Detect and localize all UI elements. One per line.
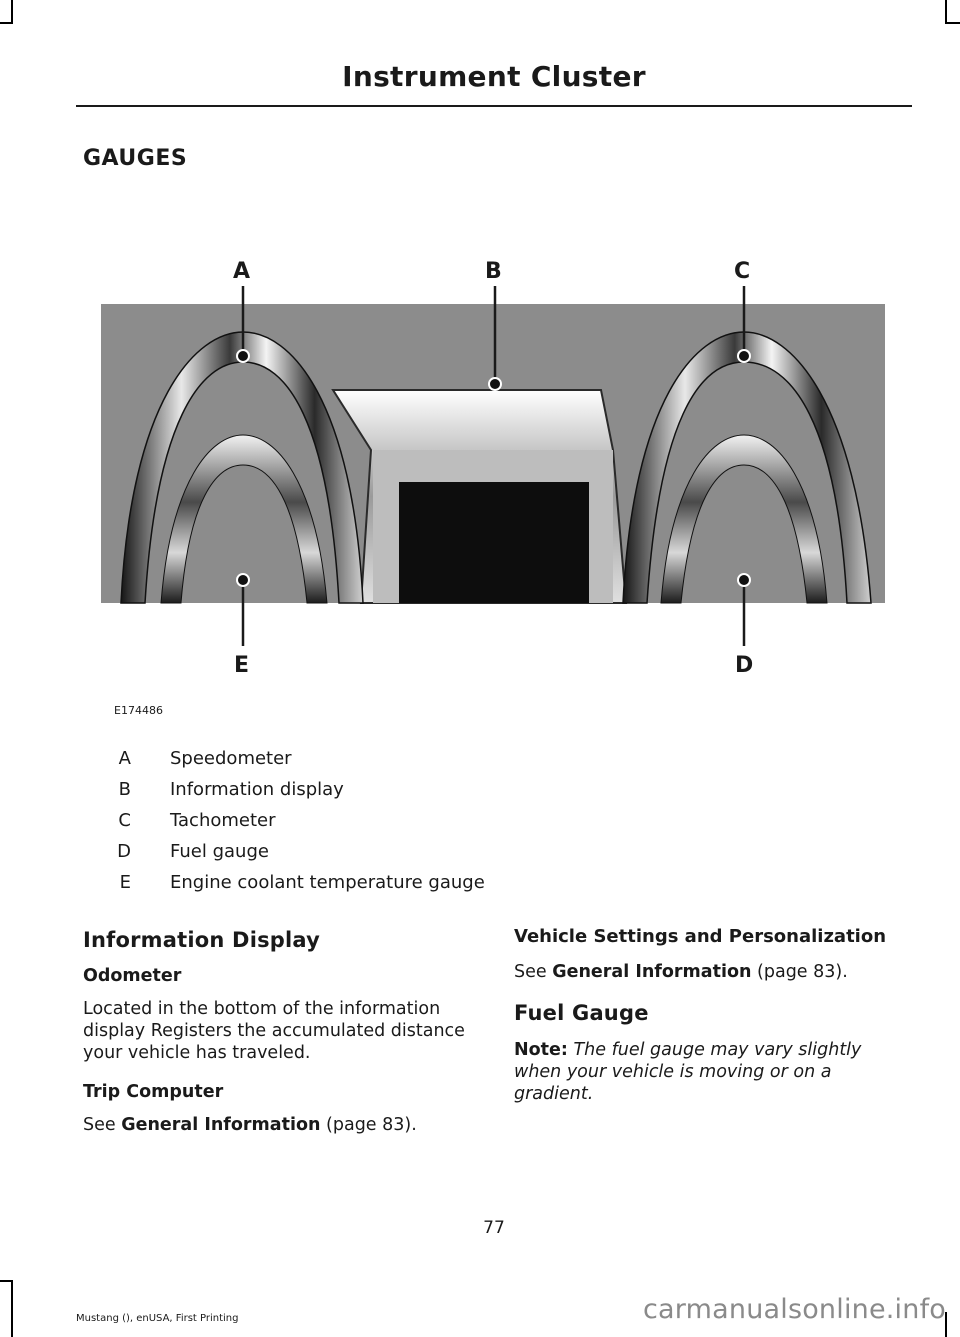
watermark: carmanualsonline.info	[643, 1294, 946, 1325]
crop-mark-bottom-left-v	[11, 1280, 13, 1337]
general-information-link[interactable]: General Information	[552, 962, 752, 982]
legend-item	[83, 841, 533, 872]
instrument-cluster-illustration	[101, 250, 885, 690]
callout-dot-e	[237, 574, 249, 586]
note-label: Note:	[514, 1040, 568, 1060]
legend-item	[83, 779, 533, 810]
odometer-heading: Odometer	[83, 966, 182, 986]
callout-dot-c	[738, 350, 750, 362]
crop-mark-top-left-h	[0, 22, 13, 24]
legend-key: C	[118, 810, 131, 831]
legend-key: E	[119, 872, 131, 893]
crop-mark-bottom-left-h	[0, 1280, 13, 1282]
note-text: The fuel gauge may vary slightly when your vehicle is moving or on a gradient.	[514, 1040, 862, 1104]
crop-mark-top-left-v	[11, 0, 13, 24]
crop-mark-top-right-h	[945, 22, 960, 24]
left-column	[83, 928, 473, 1154]
fuel-gauge-note	[514, 1039, 904, 1105]
instrument-cluster-figure	[101, 250, 885, 690]
footer-printing-info: Mustang (), enUSA, First Printing	[76, 1313, 239, 1324]
legend-description: Speedometer	[170, 748, 292, 769]
see-text: See	[83, 1115, 116, 1135]
page-reference: (page 83).	[757, 962, 848, 982]
fuel-gauge-heading: Fuel Gauge	[514, 1001, 649, 1025]
legend-key: D	[117, 841, 131, 862]
legend-description: Fuel gauge	[170, 841, 269, 862]
right-column	[514, 926, 904, 1123]
legend-item	[83, 810, 533, 841]
section-heading: GAUGES	[83, 146, 188, 171]
callout-label-e: E	[234, 653, 250, 678]
trip-computer-reference	[83, 1114, 473, 1136]
callout-label-d: D	[735, 653, 754, 678]
callout-label-a: A	[233, 259, 251, 284]
callout-dot-b	[489, 378, 501, 390]
vehicle-settings-reference	[514, 961, 904, 983]
figure-legend	[83, 748, 533, 903]
trip-computer-heading: Trip Computer	[83, 1082, 224, 1102]
page-number: 77	[483, 1218, 505, 1238]
legend-description: Engine coolant temperature gauge	[170, 872, 485, 893]
callout-dot-d	[738, 574, 750, 586]
legend-description: Tachometer	[170, 810, 276, 831]
center-display-screen	[399, 482, 589, 603]
legend-key: B	[118, 779, 131, 800]
callout-label-b: B	[485, 259, 502, 284]
odometer-text: Located in the bottom of the information display Registers the accumulated distance your vehicle has traveled.	[83, 999, 465, 1063]
legend-key: A	[118, 748, 131, 769]
callout-label-c: C	[734, 259, 751, 284]
header-divider	[76, 105, 912, 107]
legend-item	[83, 748, 533, 779]
information-display-heading: Information Display	[83, 928, 321, 952]
crop-mark-top-right-v	[945, 0, 947, 24]
figure-image-id: E174486	[114, 704, 163, 717]
callout-dot-a	[237, 350, 249, 362]
vehicle-settings-heading: Vehicle Settings and Personalization	[514, 926, 887, 947]
legend-item	[83, 872, 533, 903]
page-header-title: Instrument Cluster	[342, 60, 646, 93]
page-reference: (page 83).	[326, 1115, 417, 1135]
legend-description: Information display	[170, 779, 344, 800]
general-information-link[interactable]: General Information	[121, 1115, 321, 1135]
see-text: See	[514, 962, 547, 982]
